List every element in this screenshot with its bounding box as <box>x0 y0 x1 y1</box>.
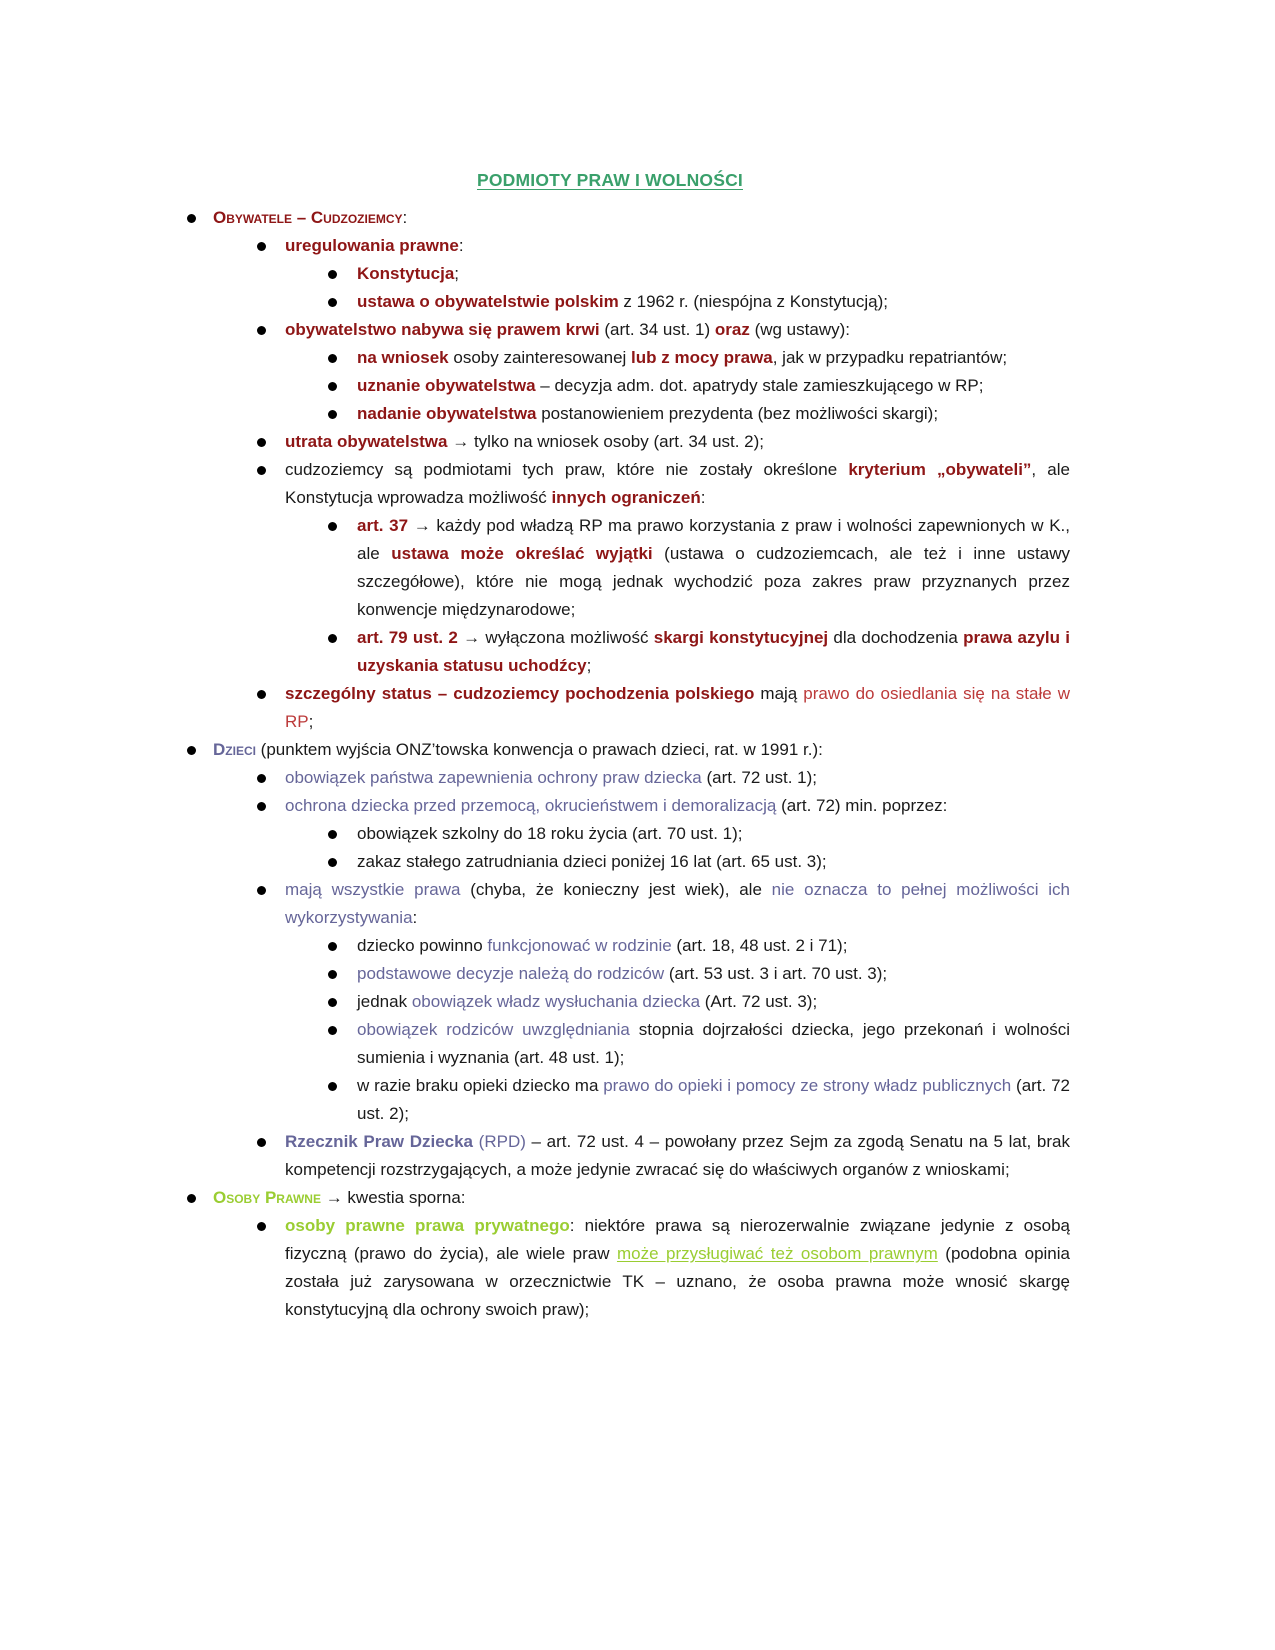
list-item <box>0 680 1275 736</box>
text-run: ochrona dziecka przed przemocą, okrucieństwem i demoralizacją <box>285 796 777 815</box>
bullet-icon <box>328 298 337 307</box>
list-item <box>0 792 1275 820</box>
text-run: nadanie obywatelstwa <box>357 404 537 423</box>
list-item <box>0 764 1275 792</box>
text-run: postanowieniem prezydenta (bez możliwości skargi); <box>536 404 939 423</box>
bullet-icon <box>257 1138 266 1147</box>
text-run: (art. 34 ust. 1) <box>599 320 715 339</box>
text-run: innych ograniczeń <box>551 488 701 507</box>
text-run: utrata obywatelstwa <box>285 432 448 451</box>
text-run: dziecko powinno <box>357 936 488 955</box>
text-run: (art. 72) min. poprzez: <box>776 796 948 815</box>
list-item <box>0 288 1275 316</box>
text-run: oraz <box>714 320 750 339</box>
bullet-icon <box>187 214 196 223</box>
text-run: (ustawa o cudzoziemcach, ale też i inne ustawy szczegółowe), które nie mogą jednak wychodzić poza zakres praw przyznanych przez konwencje międzynarodowe; <box>357 544 1071 619</box>
bullet-icon <box>257 802 266 811</box>
bullet-icon <box>257 438 266 447</box>
text-run: → każdy pod władzą RP ma prawo korzystania z praw i wolności zapewnionych w K., ale <box>357 516 1070 563</box>
list-item <box>0 1016 1275 1072</box>
text-run: osoby prawne prawa prywatnego <box>285 1216 570 1235</box>
list-item <box>0 736 1275 764</box>
bullet-icon <box>328 942 337 951</box>
bullet-icon <box>257 326 266 335</box>
list-item <box>0 344 1275 372</box>
text-run: obowiązek szkolny do 18 roku życia (art. 70 ust. 1); <box>357 824 743 843</box>
text-run: , ale Konstytucja wprowadza możliwość <box>285 460 1070 507</box>
text-run: (chyba, że konieczny jest wiek), ale <box>460 880 772 899</box>
bullet-icon <box>328 1082 337 1091</box>
list-item <box>0 932 1275 960</box>
text-run: podstawowe decyzje należą do rodziców <box>357 964 665 983</box>
text-run: uznanie obywatelstwa <box>357 376 536 395</box>
text-run: (Art. 72 ust. 3); <box>700 992 818 1011</box>
list-item <box>0 456 1275 512</box>
document-title: PODMIOTY PRAW I WOLNOŚCI <box>476 170 743 190</box>
text-run: ; <box>454 264 460 283</box>
bullet-icon <box>328 830 337 839</box>
text-run: obywatelstwo nabywa się prawem krwi <box>285 320 600 339</box>
list-item <box>0 1212 1275 1324</box>
text-run: lub z mocy prawa <box>631 348 773 367</box>
list-item <box>0 400 1275 428</box>
list-item <box>0 512 1275 624</box>
bullet-icon <box>257 466 266 475</box>
bullet-icon <box>328 858 337 867</box>
text-run: stopnia dojrzałości dziecka, jego przekonań i wolności sumienia i wyznania (art. 48 ust. 1); <box>357 1020 1070 1067</box>
bullet-list <box>0 204 1275 1324</box>
bullet-icon <box>328 998 337 1007</box>
text-run: na wniosek <box>357 348 449 367</box>
list-item <box>0 1128 1275 1184</box>
text-run: – decyzja adm. dot. apatrydy stale zamieszkującego w RP; <box>535 376 984 395</box>
text-run: ustawa o obywatelstwie polskim <box>357 292 619 311</box>
text-run: dla dochodzenia <box>828 628 964 647</box>
text-run: (art. 72 ust. 1); <box>701 768 818 787</box>
text-run: szczególny status – cudzoziemcy pochodzenia polskiego <box>285 684 755 703</box>
text-run: art. 79 ust. 2 <box>357 628 458 647</box>
text-run: ; <box>586 656 592 675</box>
text-run: ; <box>308 712 314 731</box>
text-run: (podobna opinia została już zarysowana w orzecznictwie TK – uznano, że osoba prawna może wnosić skargę konstytucyjną dla ochrony swoich praw); <box>285 1244 1070 1319</box>
text-run: może przysługiwać też osobom prawnym <box>616 1244 938 1263</box>
list-item <box>0 960 1275 988</box>
text-run: nie oznacza to pełnej możliwości ich wykorzystywania <box>285 880 1070 927</box>
list-item <box>0 372 1275 400</box>
text-run: art. 37 <box>357 516 409 535</box>
text-run: : <box>458 236 464 255</box>
text-run: : <box>402 208 408 227</box>
list-item <box>0 1072 1275 1128</box>
text-run: mają <box>754 684 804 703</box>
text-run: : niektóre prawa są nierozerwalnie związane jedynie z osobą fizyczną (prawo do życia), ale wiele praw <box>285 1216 1071 1263</box>
bullet-icon <box>257 690 266 699</box>
text-run: kryterium „obywateli” <box>848 460 1032 479</box>
list-item <box>0 624 1275 680</box>
text-run: , jak w przypadku repatriantów; <box>772 348 1008 367</box>
text-run: obowiązek władz wysłuchania dziecka <box>411 992 701 1011</box>
bullet-icon <box>257 1222 266 1231</box>
text-run: obowiązek rodziców uwzględniania <box>357 1020 630 1039</box>
list-item <box>0 204 1275 232</box>
text-run: (art. 53 ust. 3 i art. 70 ust. 3); <box>664 964 888 983</box>
text-run: funkcjonować w rodzinie <box>487 936 672 955</box>
list-item <box>0 232 1275 260</box>
bullet-icon <box>328 354 337 363</box>
list-item <box>0 316 1275 344</box>
text-run: (punktem wyjścia ONZ’towska konwencja o prawach dzieci, rat. w 1991 r.): <box>255 740 823 759</box>
text-run: zakaz stałego zatrudniania dzieci poniżej 16 lat (art. 65 ust. 3); <box>357 852 827 871</box>
list-item <box>0 260 1275 288</box>
text-run: mają wszystkie prawa <box>285 880 461 899</box>
bullet-icon <box>328 634 337 643</box>
text-run: osoby zainteresowanej <box>448 348 632 367</box>
bullet-icon <box>328 410 337 419</box>
text-run: obowiązek państwa zapewnienia ochrony praw dziecka <box>285 768 702 787</box>
list-item <box>0 1184 1275 1212</box>
text-run: → kwestia sporna: <box>320 1188 466 1207</box>
bullet-icon <box>187 746 196 755</box>
text-run: uregulowania prawne <box>285 236 459 255</box>
text-run: ustawa może określać wyjątki <box>391 544 653 563</box>
text-run: (wg ustawy): <box>749 320 850 339</box>
text-run: jednak <box>357 992 412 1011</box>
text-run: prawo do osiedlania się na stałe w RP <box>285 684 1071 731</box>
list-item <box>0 820 1275 848</box>
text-run: (RPD) <box>478 1132 526 1151</box>
bullet-icon <box>257 774 266 783</box>
list-item <box>0 428 1275 456</box>
text-run: Konstytucja <box>357 264 455 283</box>
text-run: cudzoziemcy są podmiotami tych praw, które nie zostały określone <box>285 460 849 479</box>
text-run: Obywatele – Cudzoziemcy <box>213 208 403 227</box>
bullet-icon <box>328 970 337 979</box>
bullet-icon <box>328 382 337 391</box>
text-run: → tylko na wniosek osoby (art. 34 ust. 2); <box>447 432 765 451</box>
text-run: Osoby Prawne <box>213 1188 321 1207</box>
text-run: prawa azylu i uzyskania statusu uchodźcy <box>357 628 1070 675</box>
list-item <box>0 848 1275 876</box>
text-run: w razie braku opieki dziecko ma <box>357 1076 604 1095</box>
text-run: prawo do opieki i pomocy ze strony władz publicznych <box>603 1076 1012 1095</box>
bullet-icon <box>328 1026 337 1035</box>
bullet-icon <box>328 270 337 279</box>
text-run: (art. 72 ust. 2); <box>357 1076 1070 1123</box>
text-run: Rzecznik Praw Dziecka <box>285 1132 474 1151</box>
list-item <box>0 988 1275 1016</box>
bullet-icon <box>257 886 266 895</box>
text-run: → wyłączona możliwość <box>457 628 654 647</box>
bullet-icon <box>187 1194 196 1203</box>
text-run: Dzieci <box>213 740 256 759</box>
text-run: : <box>412 908 418 927</box>
text-run: : <box>700 488 706 507</box>
text-run: (art. 18, 48 ust. 2 i 71); <box>671 936 848 955</box>
text-run: skargi konstytucyjnej <box>653 628 829 647</box>
bullet-icon <box>328 522 337 531</box>
bullet-icon <box>257 242 266 251</box>
text-run: z 1962 r. (niespójna z Konstytucją); <box>618 292 888 311</box>
text-run: – art. 72 ust. 4 – powołany przez Sejm za zgodą Senatu na 5 lat, brak kompetencji rozstrzygających, a może jedynie zwracać się do właściwych organów z wnioskami; <box>285 1132 1070 1179</box>
list-item <box>0 876 1275 932</box>
